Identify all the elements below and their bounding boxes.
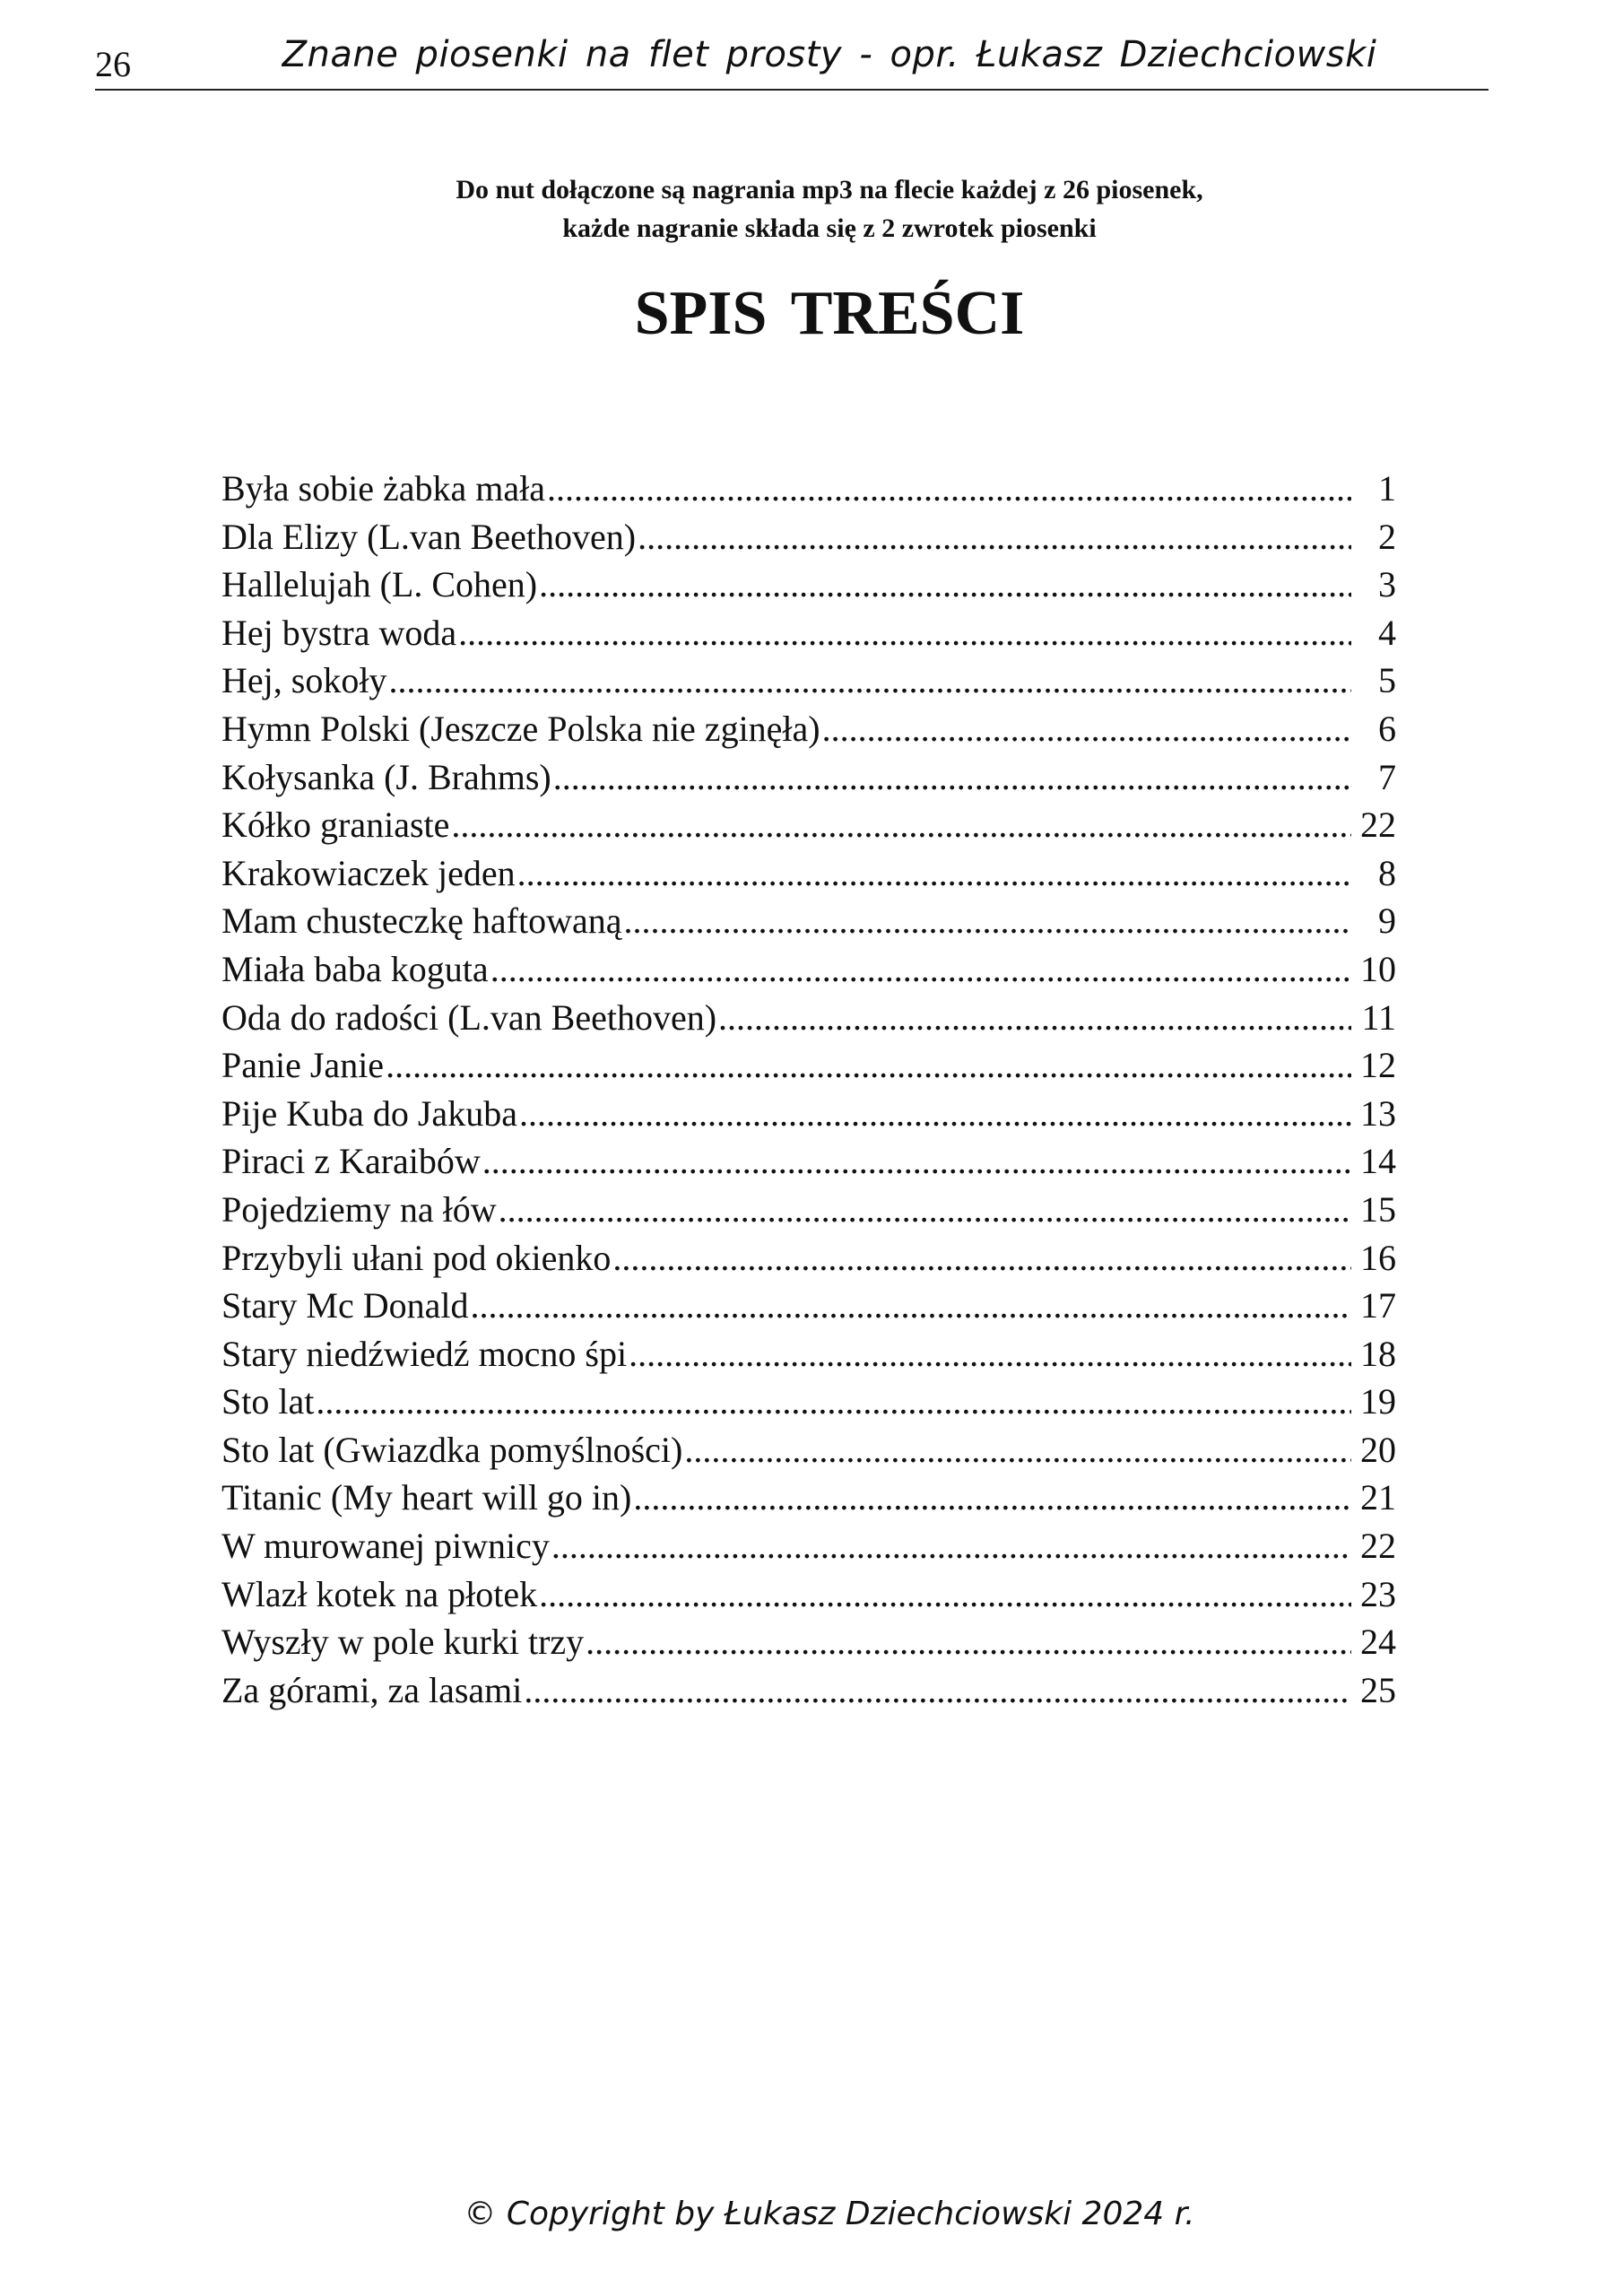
toc-entry bbox=[221, 1282, 1396, 1330]
toc-entry bbox=[221, 561, 1396, 609]
toc-entry-page: 22 bbox=[1360, 1526, 1396, 1567]
toc-entry bbox=[221, 994, 1396, 1042]
toc-entry-page: 9 bbox=[1378, 900, 1396, 942]
toc-entry bbox=[221, 657, 1396, 705]
table-of-contents bbox=[221, 465, 1396, 1714]
copyright-footer: © Copyright by Łukasz Dziechciowski 2024 r. bbox=[464, 2196, 1195, 2232]
toc-dot-leader bbox=[612, 1234, 1351, 1283]
toc-dot-leader bbox=[386, 1041, 1351, 1090]
toc-entry-title: Kołysanka (J. Brahms) bbox=[221, 756, 551, 797]
toc-entry-title: Oda do radości (L.van Beethoven) bbox=[221, 996, 717, 1038]
toc-entry-title: Krakowiaczek jeden bbox=[221, 852, 516, 893]
intro-line-2: każde nagranie składa się z 2 zwrotek piosenki bbox=[562, 213, 1097, 243]
toc-entry-page: 15 bbox=[1360, 1188, 1396, 1230]
toc-entry bbox=[221, 849, 1396, 898]
toc-entry-page: 5 bbox=[1378, 660, 1396, 701]
toc-dot-leader bbox=[482, 1137, 1351, 1186]
toc-dot-leader bbox=[490, 945, 1351, 994]
toc-entry-title: Wlazł kotek na płotek bbox=[221, 1573, 538, 1614]
toc-entry-page: 2 bbox=[1378, 516, 1396, 557]
toc-entry bbox=[221, 1137, 1396, 1186]
toc-entry-title: Hymn Polski (Jeszcze Polska nie zginęła) bbox=[221, 708, 820, 749]
toc-entry bbox=[221, 1041, 1396, 1090]
header-divider bbox=[95, 89, 1488, 91]
toc-entry bbox=[221, 513, 1396, 561]
toc-dot-leader bbox=[633, 1474, 1351, 1522]
toc-dot-leader bbox=[822, 705, 1351, 753]
toc-entry-title: Sto lat (Gwiazdka pomyślności) bbox=[221, 1429, 683, 1470]
toc-entry-title: W murowanej piwnicy bbox=[221, 1526, 550, 1567]
toc-entry bbox=[221, 1618, 1396, 1666]
intro-line-1: Do nut dołączone są nagrania mp3 na flecie każdej z 26 piosenek, bbox=[456, 175, 1203, 204]
toc-entry-title: Pojedziemy na łów bbox=[221, 1188, 497, 1230]
toc-dot-leader bbox=[524, 1666, 1351, 1715]
toc-entry-title: Kółko graniaste bbox=[221, 804, 450, 846]
intro-note bbox=[269, 170, 1390, 248]
toc-entry-page: 21 bbox=[1360, 1477, 1396, 1518]
toc-dot-leader bbox=[519, 1090, 1351, 1138]
toc-entry-page: 20 bbox=[1360, 1429, 1396, 1470]
toc-entry bbox=[221, 609, 1396, 657]
toc-dot-leader bbox=[551, 1522, 1351, 1570]
toc-entry-page: 13 bbox=[1360, 1092, 1396, 1134]
toc-entry-title: Panie Janie bbox=[221, 1045, 385, 1086]
toc-entry-title: Dla Elizy (L.van Beethoven) bbox=[221, 516, 637, 557]
toc-dot-leader bbox=[458, 609, 1351, 657]
toc-heading: SPIS TREŚCI bbox=[634, 279, 1025, 348]
toc-entry bbox=[221, 1522, 1396, 1570]
toc-entry bbox=[221, 1474, 1396, 1522]
toc-entry bbox=[221, 1426, 1396, 1474]
toc-entry-page: 17 bbox=[1360, 1285, 1396, 1326]
toc-dot-leader bbox=[547, 465, 1351, 513]
toc-entry-title: Hallelujah (L. Cohen) bbox=[221, 564, 538, 605]
toc-entry-page: 25 bbox=[1360, 1669, 1396, 1710]
toc-entry bbox=[221, 1090, 1396, 1138]
toc-dot-leader bbox=[623, 897, 1351, 945]
toc-entry-title: Titanic (My heart will go in) bbox=[221, 1477, 632, 1518]
toc-entry bbox=[221, 465, 1396, 513]
toc-entry-title: Sto lat bbox=[221, 1381, 315, 1422]
toc-dot-leader bbox=[388, 657, 1351, 705]
toc-dot-leader bbox=[539, 1570, 1351, 1619]
toc-entry bbox=[221, 1234, 1396, 1283]
toc-entry-title: Przybyli ułani pod okienko bbox=[221, 1237, 612, 1278]
toc-dot-leader bbox=[718, 994, 1351, 1042]
toc-dot-leader bbox=[499, 1186, 1351, 1234]
toc-dot-leader bbox=[517, 849, 1351, 898]
toc-dot-leader bbox=[684, 1426, 1351, 1474]
toc-entry-page: 19 bbox=[1360, 1381, 1396, 1422]
toc-entry-title: Hej, sokoły bbox=[221, 660, 387, 701]
toc-entry-page: 1 bbox=[1378, 468, 1396, 509]
toc-dot-leader bbox=[539, 561, 1351, 609]
toc-entry bbox=[221, 945, 1396, 994]
toc-entry-title: Stary Mc Donald bbox=[221, 1285, 469, 1326]
toc-entry-title: Stary niedźwiedź mocno śpi bbox=[221, 1333, 628, 1374]
toc-entry-page: 24 bbox=[1360, 1622, 1396, 1663]
toc-entry-page: 23 bbox=[1360, 1573, 1396, 1614]
toc-entry-page: 4 bbox=[1378, 612, 1396, 653]
toc-entry-title: Piraci z Karaibów bbox=[221, 1141, 481, 1182]
toc-entry-page: 3 bbox=[1378, 564, 1396, 605]
toc-dot-leader bbox=[629, 1330, 1351, 1378]
toc-entry-title: Była sobie żabka mała bbox=[221, 468, 545, 509]
toc-entry-title: Mam chusteczkę haftowaną bbox=[221, 900, 622, 942]
toc-entry-page: 16 bbox=[1360, 1237, 1396, 1278]
toc-entry bbox=[221, 1330, 1396, 1378]
toc-entry bbox=[221, 897, 1396, 945]
toc-entry-page: 14 bbox=[1360, 1141, 1396, 1182]
toc-dot-leader bbox=[638, 513, 1351, 561]
toc-entry-page: 22 bbox=[1360, 804, 1396, 846]
toc-entry bbox=[221, 1570, 1396, 1619]
toc-entry-page: 10 bbox=[1360, 948, 1396, 989]
toc-dot-leader bbox=[316, 1378, 1351, 1426]
toc-entry-page: 8 bbox=[1378, 852, 1396, 893]
toc-entry-page: 12 bbox=[1360, 1045, 1396, 1086]
toc-entry bbox=[221, 753, 1396, 802]
page-number: 26 bbox=[95, 44, 131, 84]
toc-entry bbox=[221, 705, 1396, 753]
toc-entry bbox=[221, 1186, 1396, 1234]
toc-entry-title: Hej bystra woda bbox=[221, 612, 457, 653]
toc-dot-leader bbox=[451, 801, 1351, 849]
toc-entry-title: Za górami, za lasami bbox=[221, 1669, 523, 1710]
toc-entry-page: 6 bbox=[1378, 708, 1396, 749]
running-header-title: Znane piosenki na flet prosty - opr. Łukasz Dziechciowski bbox=[282, 34, 1377, 75]
toc-dot-leader bbox=[471, 1282, 1351, 1330]
toc-entry bbox=[221, 1378, 1396, 1426]
toc-entry-title: Wyszły w pole kurki trzy bbox=[221, 1622, 585, 1663]
toc-dot-leader bbox=[553, 753, 1351, 802]
toc-dot-leader bbox=[586, 1618, 1351, 1666]
toc-entry-page: 18 bbox=[1360, 1333, 1396, 1374]
toc-entry-title: Miała baba koguta bbox=[221, 948, 489, 989]
toc-entry-page: 7 bbox=[1378, 756, 1396, 797]
toc-entry bbox=[221, 801, 1396, 849]
toc-entry bbox=[221, 1666, 1396, 1715]
toc-entry-title: Pije Kuba do Jakuba bbox=[221, 1092, 517, 1134]
toc-entry-page: 11 bbox=[1361, 996, 1396, 1038]
